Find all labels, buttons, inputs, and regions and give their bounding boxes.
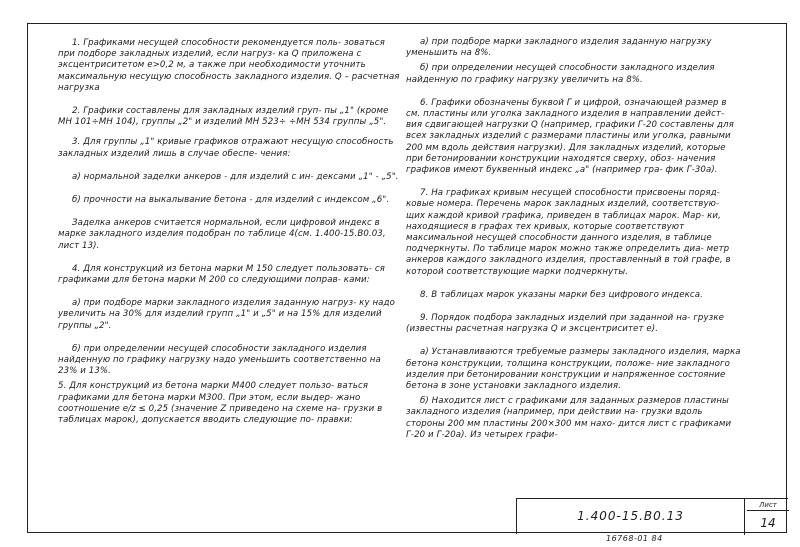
note-4: 4. Для конструкций из бетона марки М 150 следует пользовать- ся графиками для бетона марки М 200 со следующими поправ- ками: xyxy=(58,263,385,286)
note-3-anchors: Заделка анкеров считается нормальной, если цифровой индекс в марке закладного изделия подобран по таблице 4(см. 1.400-15.В0.03, лист 13). xyxy=(58,218,386,251)
note-4b: б) при определении несущей способности закладного изделия найденную по графику нагрузку надо уменьшить соответственно на 23% и 13%. xyxy=(58,343,381,377)
sheet-number: 14 xyxy=(760,516,776,530)
note-8: 8. В таблицах марок указаны марки без цифрового индекса. xyxy=(420,289,703,300)
sheet-label: Лист xyxy=(747,499,789,511)
note-7: 7. На графиках кривым несущей способности присвоены поряд- ковые номера. Перечень марок закладных изделий, соответствую- щих каждой кривой графика, приведен в таблицах марок. Мар- ки, находящиеся в графах тех кривых, которые соответствуют максимальной несущей способности данного изделия, в таблице подчеркнуты. По таблице марок можно также определить диа- метр анкеров каждого закладного изделия, проставленный в той графе, в которой соответствующие марки подчеркнуты. xyxy=(406,188,731,277)
note-5: 5. Для конструкций из бетона марки М400 следует пользо- ваться графиками для бетона марки М300. При этом, если выдер- жано соотношение е/z ≤ 0,25 (значение Z приведено на схеме на- грузки в таблицах марок), допускается вводить следующие по- правки: xyxy=(58,381,383,426)
drawing-frame xyxy=(27,23,787,533)
footer-code: 16768-01 84 xyxy=(606,534,663,543)
note-5a: а) при подборе марки закладного изделия заданную нагрузку уменьшить на 8%. xyxy=(406,37,712,59)
right-column xyxy=(406,37,741,441)
note-9: 9. Порядок подбора закладных изделий при заданной на- грузке (известны расчетная нагрузка Q и эксцентриситет е). xyxy=(406,313,725,335)
left-column xyxy=(58,38,403,426)
note-3a: а) нормальной заделки анкеров - для изделий с ин- дексами „1" - „5". xyxy=(72,171,399,182)
note-3: 3. Для группы „1" кривые графиков отражают несущую способность закладных изделий лишь в случае обеспе- чения: xyxy=(58,137,394,159)
note-5b: б) при определении несущей способности закладного изделия найденную по графику нагрузку увеличить на 8%. xyxy=(406,63,715,85)
title-block xyxy=(516,498,788,534)
note-3b: б) прочности на выкалывание бетона - для изделий с индексом „6". xyxy=(72,195,390,206)
note-2: 2. Графики составлены для закладных изделий груп- пы „1" (кроме МН 101÷МН 104), группы „2" и изделий МН 523÷ ÷МН 534 группы „5". xyxy=(58,106,389,128)
note-1: 1. Графиками несущей способности рекомендуется поль- зоваться при подборе закладных изделий, если нагруз- ка Q приложена с эксцентриситетом е>0,2 м, а также при необходимости уточнить максимальную несущую способность закладного изделия. Q – расчетная нагрузка xyxy=(58,38,400,93)
note-9a: а) Устанавливаются требуемые размеры закладного изделия, марка бетона конструкции, толщина конструкции, положе- ние закладного изделия при бетонировании конструкции и напряженное состояние бетона в зоне установки закладного изделия. xyxy=(406,347,741,392)
note-4a: а) при подборе марки закладного изделия заданную нагруз- ку надо увеличить на 30% для изделий групп „1" и „5" и на 15% для изделий группы „2". xyxy=(58,298,395,331)
document-code: 1.400-15.В0.13 xyxy=(517,499,745,535)
note-6: 6. Графики обозначены буквой Г и цифрой, означающей размер в см. пластины или уголка закладного изделия в направлении дейст- вия сдвигающей нагрузки Q (например, графики Г-20 составлены для всех закладных изделий с размерами пластины или уголка, равными 200 мм вдоль действия нагрузки). Для закладных изделий, которые при бетонировании конструкции находятся сверху, обоз- начения графиков имеют буквенный индекс „а" (например гра- фик Г-30а). xyxy=(406,97,734,176)
note-9b: б) Находится лист с графиками для заданных размеров пластины закладного изделия (например, при действии на- грузки вдоль стороны 200 мм пластины 200×300 мм нахо- дится лист с графиками Г-20 и Г-20а). Из четырех графи- xyxy=(406,396,732,440)
